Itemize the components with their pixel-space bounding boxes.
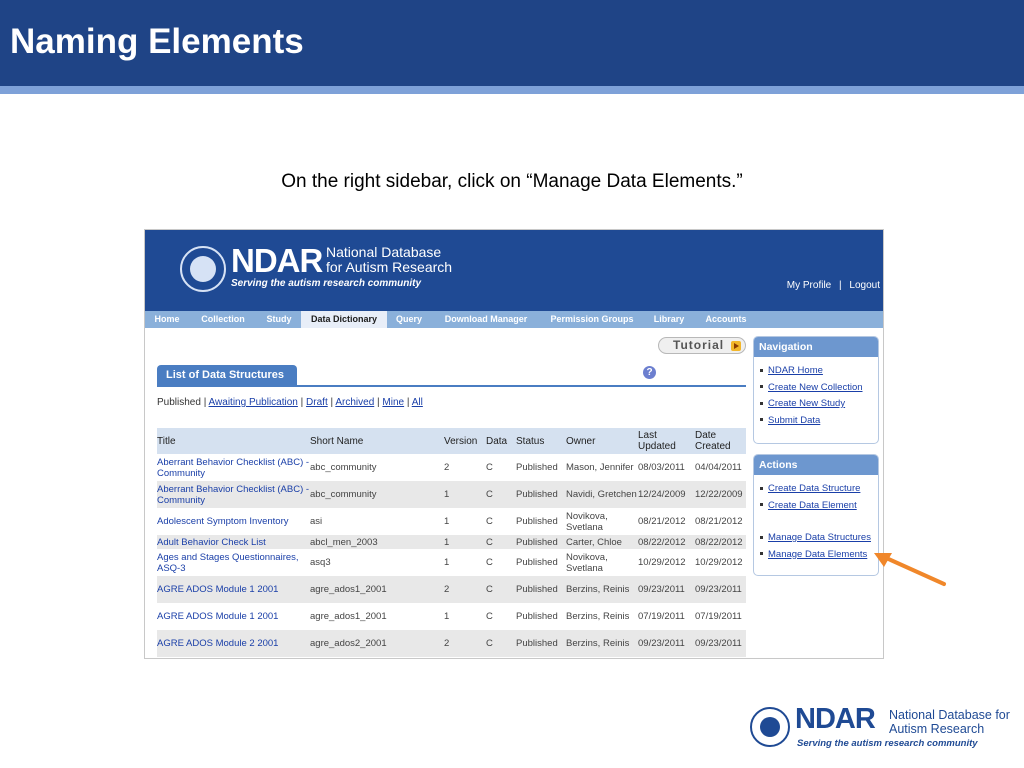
col-last-updated[interactable]: Last Updated	[638, 428, 695, 454]
filter-separator: |	[300, 397, 304, 408]
tab-collection[interactable]: Collection	[201, 314, 245, 324]
sidebar-item-submit-data[interactable]	[760, 413, 878, 430]
row-date-created: 09/23/2011	[695, 630, 746, 657]
row-short-name: agre_ados2_2001	[310, 630, 444, 657]
table-row	[157, 603, 746, 630]
instruction-text: On the right sidebar, click on “Manage Data Elements.”	[281, 171, 743, 192]
row-owner: Navidi, Gretchen	[566, 481, 638, 508]
profile-separator: |	[839, 280, 842, 291]
sidebar-item-label: Create New Study	[768, 398, 846, 409]
row-status: Published	[516, 481, 566, 508]
row-owner: Mason, Jennifer	[566, 462, 634, 473]
bullet-icon	[760, 402, 763, 405]
row-status: Published	[516, 576, 566, 603]
row-last-updated: 09/23/2011	[638, 576, 695, 603]
play-icon	[731, 341, 741, 351]
row-title-link[interactable]: AGRE ADOS Module 2 2001	[157, 630, 310, 657]
table-row	[157, 630, 746, 657]
row-status: Published	[516, 611, 558, 622]
row-version: 2	[444, 630, 486, 657]
row-data: C	[486, 516, 493, 527]
row-short-name: asq3	[310, 557, 331, 568]
sidebar-item-ndar-home[interactable]	[760, 363, 878, 380]
table-row	[157, 508, 746, 535]
actions-panel	[753, 454, 879, 576]
row-owner: Novikova, Svetlana	[566, 510, 608, 533]
list-tab-rule	[157, 385, 746, 387]
footer-brand-full: National Database for Autism Research	[889, 708, 1010, 736]
bullet-icon	[760, 552, 763, 555]
sidebar-spacer	[760, 514, 878, 530]
filter-published[interactable]: Published	[157, 397, 201, 408]
row-status: Published	[516, 557, 558, 568]
row-version: 2	[444, 462, 450, 473]
table-row	[157, 481, 746, 508]
sidebar-item-label: Create Data Structure	[768, 483, 861, 494]
row-date-created: 10/29/2012	[695, 557, 743, 568]
row-last-updated: 10/29/2012	[638, 557, 686, 568]
filter-mine[interactable]: Mine	[382, 397, 405, 408]
tab-query[interactable]: Query	[395, 314, 422, 324]
sidebar-item-create-new-study[interactable]	[760, 396, 878, 413]
help-icon[interactable]: ?	[643, 366, 656, 379]
tutorial-label: Tutorial	[673, 338, 725, 352]
footer-nih-seal-icon	[750, 707, 790, 747]
actions-panel-title: Actions	[754, 455, 878, 475]
logout-link[interactable]: Logout	[849, 280, 880, 291]
ndar-screenshot	[144, 229, 884, 659]
navigation-panel-title: Navigation	[754, 337, 878, 357]
status-filters	[157, 397, 423, 408]
row-date-created: 09/23/2011	[695, 576, 746, 603]
sidebar-item-label: NDAR Home	[768, 365, 823, 376]
bullet-icon	[760, 385, 763, 388]
sidebar-item-label: Manage Data Elements	[768, 548, 868, 560]
tab-download-manager[interactable]: Download Manager	[444, 314, 528, 324]
table-row	[157, 549, 746, 576]
col-data[interactable]: Data	[486, 428, 516, 454]
sidebar-item-manage-data-structures[interactable]	[760, 530, 878, 547]
row-date-created: 08/21/2012	[695, 516, 743, 527]
row-version: 1	[444, 481, 486, 508]
col-owner[interactable]: Owner	[566, 428, 638, 454]
row-version: 2	[444, 576, 486, 603]
row-short-name: abc_community	[310, 462, 377, 473]
row-short-name: abcl_men_2003	[310, 535, 444, 549]
slide-header-stripe	[0, 86, 1024, 94]
filter-archived[interactable]: Archived	[335, 397, 375, 408]
sidebar-item-label: Submit Data	[768, 414, 821, 426]
row-last-updated: 08/22/2012	[638, 535, 695, 549]
row-version: 1	[444, 557, 450, 568]
slide-title: Naming Elements	[10, 22, 304, 61]
data-structures-table	[157, 428, 746, 657]
row-status: Published	[516, 535, 566, 549]
bullet-icon	[760, 487, 763, 490]
row-version: 1	[444, 611, 450, 622]
main-nav	[145, 311, 884, 328]
site-brand-full: National Database for Autism Research	[326, 244, 453, 275]
row-title-link[interactable]: Adult Behavior Check List	[157, 535, 310, 549]
row-owner: Novikova, Svetlana	[566, 551, 608, 574]
row-last-updated: 12/24/2009	[638, 481, 695, 508]
table-row	[157, 576, 746, 603]
row-status: Published	[516, 516, 558, 527]
site-banner	[145, 230, 884, 311]
sidebar-item-create-new-collection[interactable]	[760, 380, 878, 397]
col-short-name[interactable]: Short Name	[310, 428, 444, 454]
pointer-arrow-icon	[870, 550, 950, 590]
row-date-created: 07/19/2011	[695, 611, 742, 622]
row-title-link[interactable]: AGRE ADOS Module 1 2001	[157, 611, 279, 622]
row-last-updated: 08/21/2012	[638, 516, 686, 527]
navigation-panel	[753, 336, 879, 444]
table-row	[157, 454, 746, 481]
bullet-icon	[760, 418, 763, 421]
tutorial-button[interactable]	[658, 337, 746, 354]
row-last-updated: 08/03/2011	[638, 462, 685, 473]
row-owner: Berzins, Reinis	[566, 630, 638, 657]
filter-separator: |	[330, 397, 334, 408]
row-title-link[interactable]: Ages and Stages Questionnaires, ASQ-3	[157, 551, 299, 574]
tab-home[interactable]: Home	[154, 314, 180, 324]
tab-data-dictionary[interactable]: Data Dictionary	[301, 311, 387, 328]
row-last-updated: 07/19/2011	[638, 611, 685, 622]
sidebar-item-create-data-element[interactable]	[760, 498, 878, 515]
row-status: Published	[516, 462, 558, 473]
row-data: C	[486, 576, 516, 603]
row-title-link[interactable]: Aberrant Behavior Checklist (ABC) - Community	[157, 481, 310, 508]
tab-accounts[interactable]: Accounts	[705, 314, 747, 324]
filter-separator: |	[406, 397, 410, 408]
tab-library[interactable]: Library	[653, 314, 685, 324]
nih-seal-icon	[180, 246, 226, 292]
sidebar-item-label: Create Data Element	[768, 499, 857, 511]
bullet-icon	[760, 536, 763, 539]
row-short-name: agre_ados1_2001	[310, 611, 387, 622]
filter-awaiting-publication[interactable]: Awaiting Publication	[208, 397, 298, 408]
bullet-icon	[760, 369, 763, 372]
sidebar-item-create-data-structure[interactable]	[760, 481, 878, 498]
row-owner: Carter, Chloe	[566, 535, 638, 549]
bullet-icon	[760, 503, 763, 506]
my-profile-link[interactable]: My Profile	[786, 280, 832, 291]
row-data: C	[486, 535, 516, 549]
col-version[interactable]: Version	[444, 428, 486, 454]
row-title-link[interactable]: Adolescent Symptom Inventory	[157, 516, 289, 527]
site-tagline: Serving the autism research community	[231, 278, 422, 289]
table-header-row	[157, 428, 746, 454]
row-date-created: 04/04/2011	[695, 462, 742, 473]
filter-all[interactable]: All	[411, 397, 423, 408]
footer-tagline: Serving the autism research community	[797, 738, 978, 749]
tab-permission-groups[interactable]: Permission Groups	[550, 314, 634, 324]
row-data: C	[486, 630, 516, 657]
row-owner: Berzins, Reinis	[566, 611, 630, 622]
filter-separator: |	[377, 397, 380, 408]
row-title-link[interactable]: AGRE ADOS Module 1 2001	[157, 576, 310, 603]
list-of-data-structures-tab[interactable]: List of Data Structures	[157, 365, 297, 385]
row-version: 1	[444, 516, 450, 527]
row-data: C	[486, 611, 493, 622]
site-brand[interactable]: NDAR	[231, 242, 323, 279]
row-short-name: asi	[310, 516, 323, 527]
filter-draft[interactable]: Draft	[306, 397, 328, 408]
row-short-name: agre_ados1_2001	[310, 576, 444, 603]
col-date-created[interactable]: Date Created	[695, 428, 746, 454]
profile-links	[787, 280, 880, 291]
table-row	[157, 535, 746, 549]
row-data: C	[486, 557, 493, 568]
row-last-updated: 09/23/2011	[638, 630, 695, 657]
row-date-created: 08/22/2012	[695, 535, 746, 549]
sidebar-item-manage-data-elements[interactable]	[760, 547, 878, 564]
row-data: C	[486, 462, 493, 473]
footer-brand: NDAR	[795, 703, 875, 735]
row-short-name: abc_community	[310, 481, 444, 508]
row-data: C	[486, 481, 516, 508]
row-version: 1	[444, 535, 486, 549]
col-status[interactable]: Status	[516, 428, 566, 454]
tab-study[interactable]: Study	[266, 314, 292, 324]
col-title[interactable]: Title	[157, 428, 310, 454]
slide-header	[0, 0, 1024, 86]
filter-separator: |	[203, 397, 207, 408]
sidebar-item-label: Create New Collection	[768, 381, 863, 393]
row-title-link[interactable]: Aberrant Behavior Checklist (ABC) - Community	[157, 456, 310, 479]
row-status: Published	[516, 630, 566, 657]
row-owner: Berzins, Reinis	[566, 576, 638, 603]
sidebar-item-label: Manage Data Structures	[768, 532, 871, 543]
row-date-created: 12/22/2009	[695, 481, 746, 508]
